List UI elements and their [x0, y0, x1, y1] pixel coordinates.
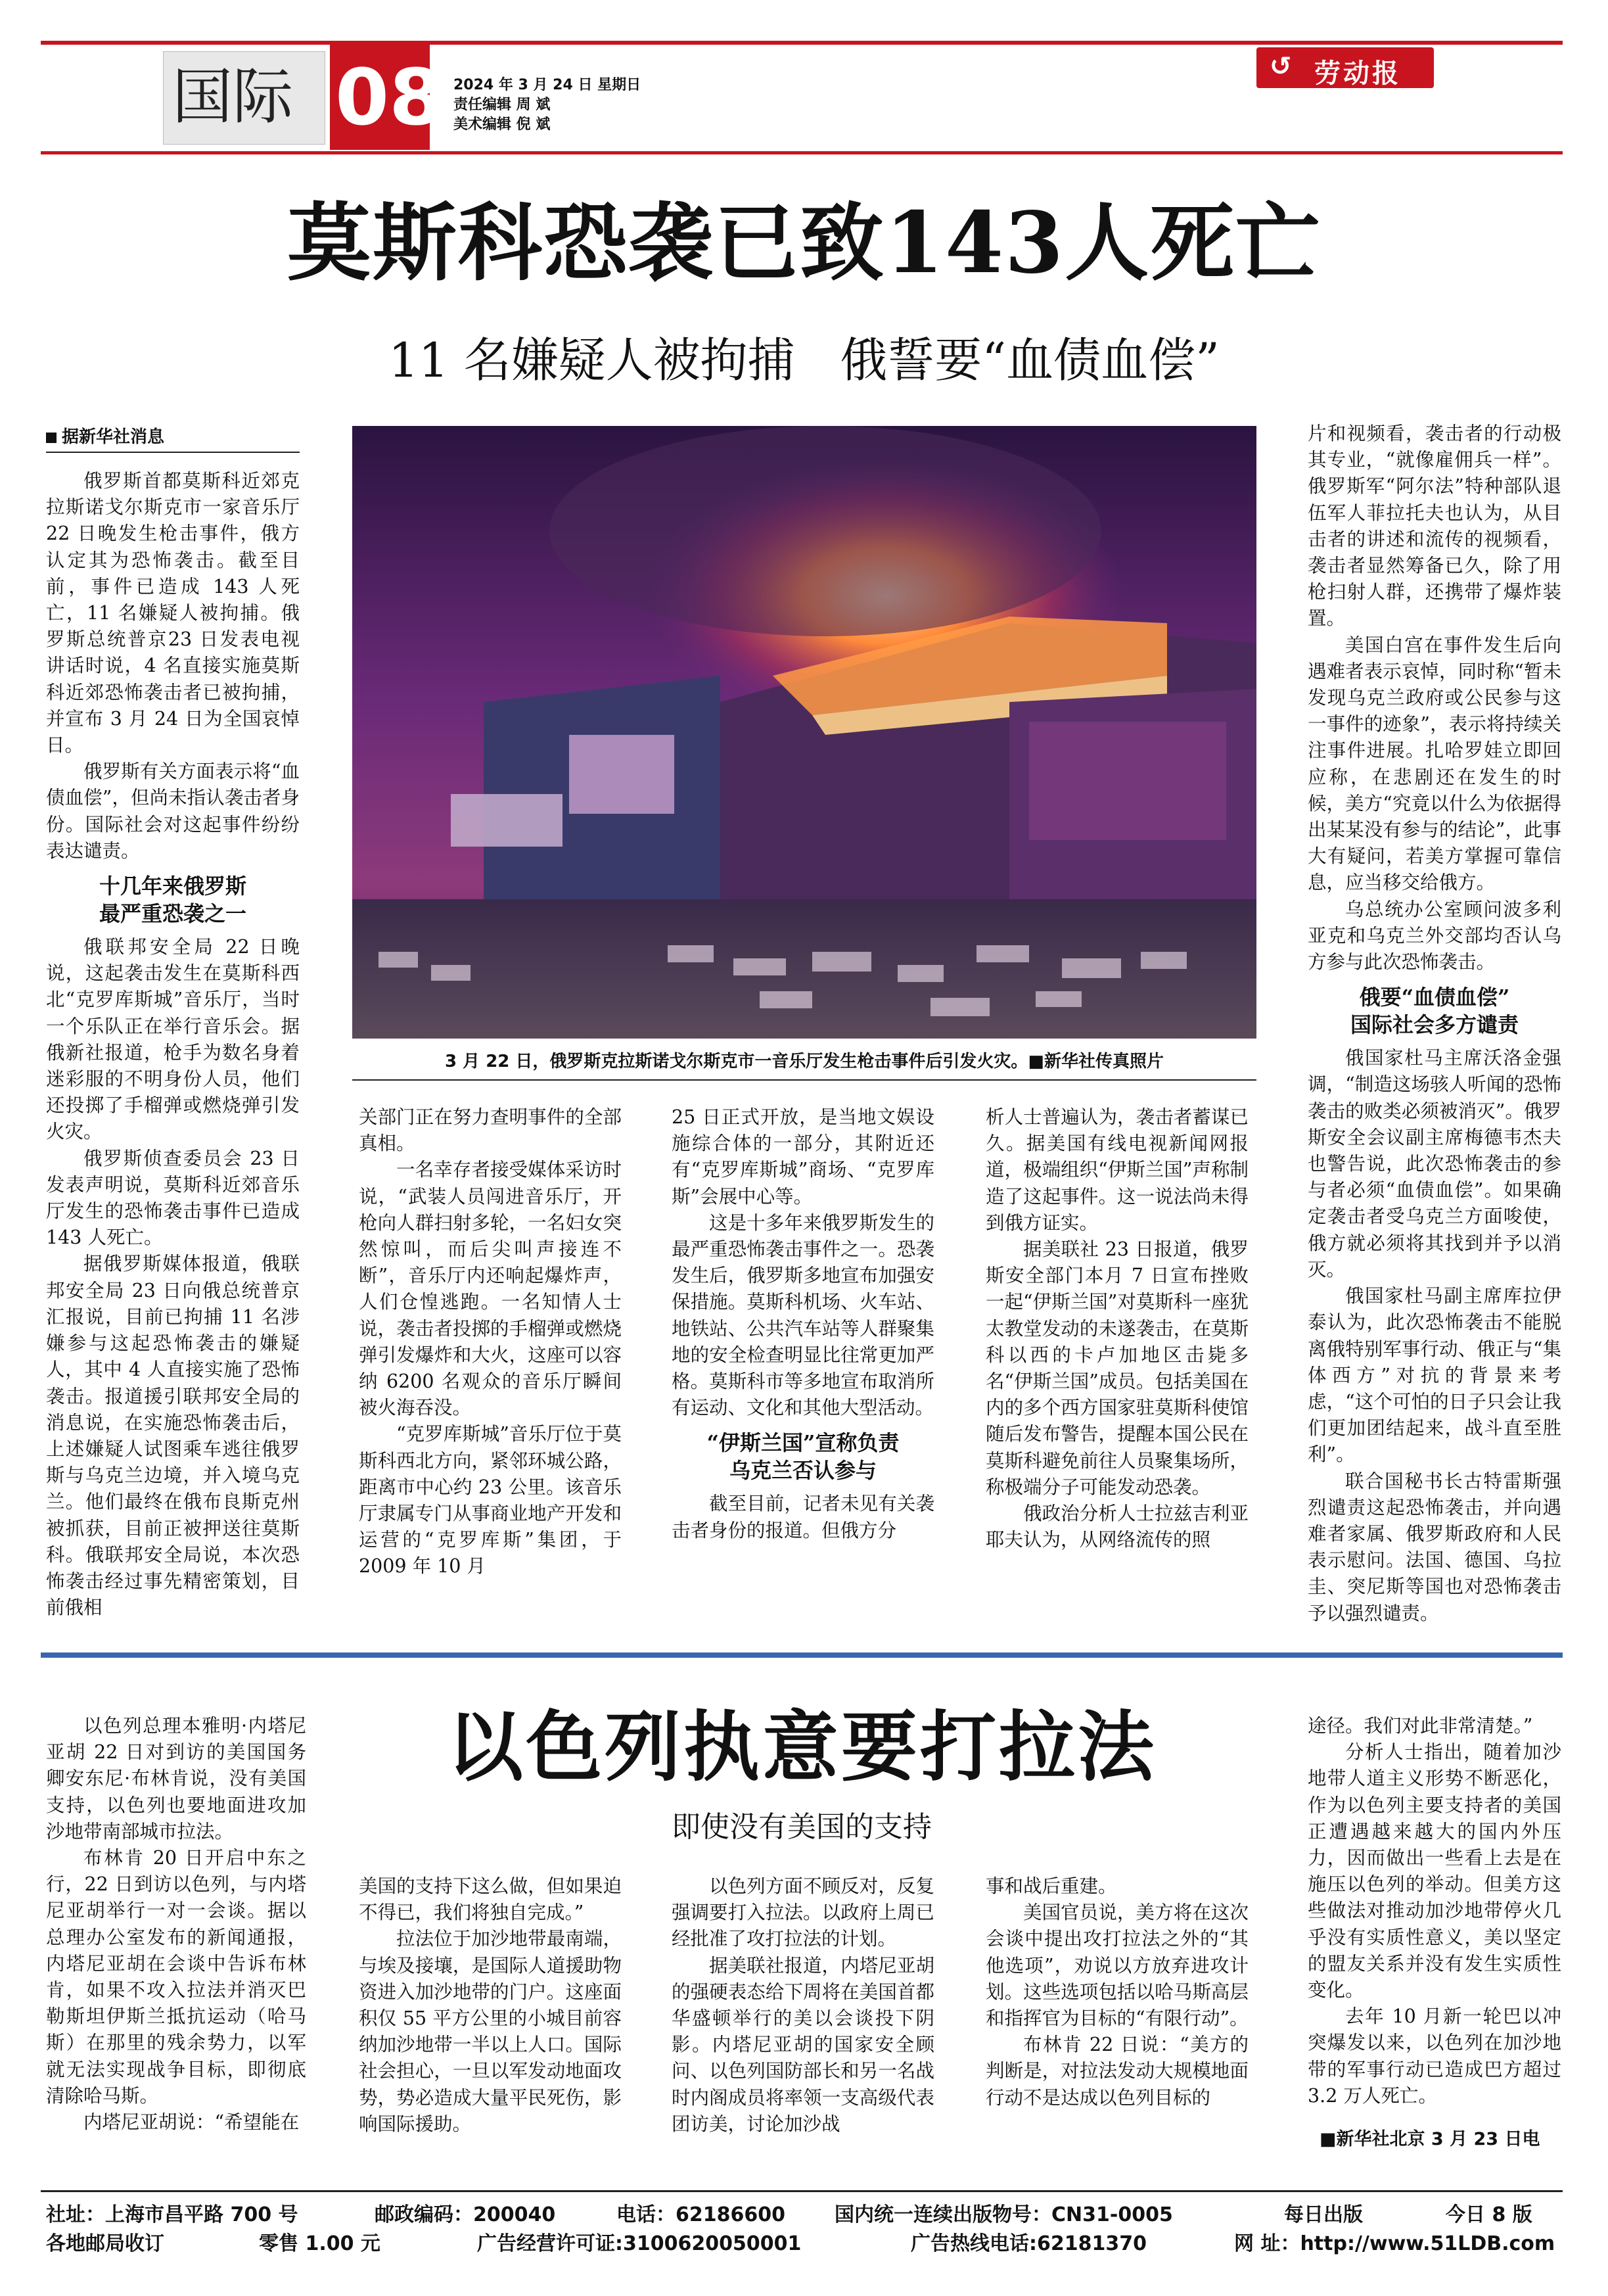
logo-text: 劳动报 — [1314, 58, 1401, 89]
paragraph: 美国的支持下这么做，但如果迫不得已，我们将独自完成。” — [359, 1875, 622, 1924]
paragraph: 美国官员说，美方将在这次会谈中提出攻打拉法之外的“其他选项”，劝说以方放弃进攻计划。这些选项包括以哈马斯高层和指挥官为目标的“有限行动”。 — [986, 1902, 1249, 2030]
paragraph: 俄政治分析人士拉兹吉利亚耶夫认为，从网络流传的照 — [986, 1503, 1249, 1551]
paragraph: 据美联社报道，内塔尼亚胡的强硬表态给下周将在美国首都华盛顿举行的美以会谈投下阴影。内塔尼亚胡的国家安全顾问、以色列国防部长和另一名战时内阁成员将率领一支高级代表团访美，讨论加沙战 — [672, 1954, 934, 2135]
lead-source — [46, 423, 300, 453]
second-source: ■新华社北京 3 月 23 日电 — [1320, 2129, 1540, 2149]
footer-pages: 今日 8 版 — [1446, 2203, 1532, 2226]
top-red-rule-bottom — [41, 151, 1563, 154]
concert-hall-fire-photo — [352, 426, 1256, 1039]
newspaper-logo — [1256, 47, 1434, 88]
second-column-4 — [986, 1873, 1249, 2149]
footer-row-1 — [46, 2198, 1564, 2224]
subhead-line: “伊斯兰国”宣称负责 — [706, 1430, 900, 1456]
subhead-line: 最严重恐袭之一 — [99, 901, 246, 927]
footer-ad-phone: 广告热线电话:62181370 — [911, 2232, 1147, 2255]
footer-subscribe: 各地邮局收订 — [46, 2232, 164, 2255]
subhead-line: 国际社会多方谴责 — [1350, 1012, 1519, 1038]
second-headline: 以色列执意要打拉法 — [447, 1702, 1157, 1792]
date-line: 2024 年 3 月 24 日 星期日 — [453, 77, 641, 93]
lead-column-5 — [1308, 421, 1561, 1624]
lead-subhead-2 — [672, 1429, 934, 1484]
footer-license: 广告经营许可证:3100620050001 — [477, 2232, 802, 2255]
second-column-5 — [1308, 1713, 1561, 2120]
paragraph: 俄罗斯首都莫斯科近郊克拉斯诺戈尔斯克市一家音乐厅22 日晚发生枪击事件，俄方认定其为恐怖袭击。截至目前，事件已造成 143 人死亡，11 名嫌疑人被拘捕。俄罗斯总统普京23 日发表电视讲话时说，4 名直接实施莫斯科近郊恐怖袭击者已被拘捕，并宣布 3 月 24 日为全国哀悼日。 — [46, 470, 300, 757]
lead-column-4 — [986, 1104, 1249, 1604]
paragraph: 据美联社 23 日报道，俄罗斯安全部门本月 7 日宣布挫败一起“伊斯兰国”对莫斯科一座犹太教堂发动的未遂袭击，在莫斯科以西的卡卢加地区击毙多名“伊斯兰国”成员。包括美国在内的多个西方国家驻莫斯科使馆随后发布警告，提醒本国公民在莫斯科避免前往人员聚集场所，称极端分子可能发动恐袭。 — [986, 1238, 1249, 1498]
second-column-2 — [359, 1873, 622, 2149]
paragraph: “克罗库斯城”音乐厅位于莫斯科西北方向，紧邻环城公路，距离市中心约 23 公里。该音乐厅隶属专门从事商业地产开发和运营的“克罗库斯”集团，于 2009 年 10 月 — [359, 1423, 622, 1578]
square-bullet-icon — [46, 433, 57, 443]
footer-postcode: 邮政编码：200040 — [375, 2203, 556, 2226]
paragraph: 拉法位于加沙地带最南端，与埃及接壤，是国际人道援助物资进入加沙地带的门户。这座面积仅 55 平方公里的小城目前容纳加沙地带一半以上人口。国际社会担心，一旦以军发动地面攻势，势必造成大量平民死伤，影响国际援助。 — [359, 1928, 622, 2135]
second-column-3 — [672, 1873, 934, 2149]
lead-headline: 莫斯科恐袭已致143人死亡 — [287, 194, 1321, 293]
lead-column-2 — [359, 1104, 622, 1604]
subhead-line: 十几年来俄罗斯 — [99, 874, 246, 899]
lead-photo — [352, 426, 1256, 1039]
paragraph: 去年 10 月新一轮巴以冲突爆发以来，以色列在加沙地带的军事行动已造成巴方超过 3.2 万人死亡。 — [1308, 2005, 1561, 2107]
paragraph: 以色列总理本雅明·内塔尼亚胡 22 日对到访的美国国务卿安东尼·布林肯说，没有美国支持，以色列也要地面进攻加沙地带南部城市拉法。 — [46, 1715, 306, 1842]
top-red-rule — [41, 41, 1563, 45]
paragraph: 布林肯 22 日说：“美方的判断是，对拉法发动大规模地面行动不是达成以色列目标的 — [986, 2034, 1249, 2109]
paragraph: 联合国秘书长古特雷斯强烈谴责这起恐怖袭击，并向遇难者家属、俄罗斯政府和人民表示慰问。法国、德国、乌拉圭、突尼斯等国也对恐怖袭击予以强烈谴责。 — [1308, 1470, 1561, 1624]
lead-subhead-1 — [46, 872, 300, 927]
footer-daily: 每日出版 — [1284, 2203, 1363, 2226]
caption-rule — [352, 1079, 1256, 1081]
second-subheadline: 即使没有美国的支持 — [672, 1810, 932, 1844]
logo-icon: ↺ — [1270, 51, 1292, 82]
paragraph: 内塔尼亚胡说：“希望能在 — [83, 2111, 300, 2134]
second-column-1 — [46, 1713, 306, 2144]
paragraph: 这是十多年来俄罗斯发生的最严重恐怖袭击事件之一。恐袭发生后，俄罗斯多地宣布加强安保措施。莫斯科机场、火车站、地铁站、公共汽车站等人群聚集地的安全检查明显比往常更加严格。莫斯科市等多地宣布取消所有运动、文化和其他大型活动。 — [672, 1211, 934, 1419]
paragraph: 途径。我们对此非常清楚。” — [1308, 1715, 1533, 1737]
lead-column-3 — [672, 1104, 934, 1604]
subhead-line: 乌克兰否认参与 — [729, 1458, 877, 1484]
paragraph: 乌总统办公室顾问波多利亚克和乌克兰外交部均否认乌方参与此次恐怖袭击。 — [1308, 898, 1561, 973]
footer-address: 社址：上海市昌平路 700 号 — [46, 2203, 298, 2226]
art-editor-line: 美术编辑 倪 斌 — [453, 116, 551, 133]
section-label: 国际 — [172, 62, 294, 132]
paragraph: 关部门正在努力查明事件的全部真相。 — [359, 1106, 622, 1155]
footer-issn: 国内统一连续出版物号：CN31-0005 — [835, 2203, 1173, 2226]
blue-section-divider — [41, 1652, 1563, 1658]
footer-phone: 电话：62186600 — [616, 2203, 785, 2226]
lead-column-1 — [46, 468, 300, 1619]
page-number: 08 — [335, 52, 444, 143]
paragraph: 美国白宫在事件发生后向遇难者表示哀悼，同时称“暂未发现乌克兰政府或公民参与这一事件的迹象”，表示将持续关注事件进展。扎哈罗娃立即回应称，在悲剧还在发生的时候，美方“究竟以什么为依据得出某某没有参与的结论”，此事大有疑问，若美方掌握可靠信息，应当移交给俄方。 — [1308, 634, 1561, 894]
paragraph: 分析人士指出，随着加沙地带人道主义形势不断恶化，作为以色列主要支持者的美国正遭遇越来越大的国内外压力，因而做出一些看上去是在施压以色列的举动。但美方这些做法对推动加沙地带停火几乎没有实质性意义，美以坚定的盟友关系并没有发生实质性变化。 — [1308, 1741, 1561, 2002]
lead-subheadline: 11 名嫌疑人被拘捕 俄誓要“血债血偿” — [388, 333, 1220, 388]
paragraph: 25 日正式开放，是当地文娱设施综合体的一部分，其附近还有“克罗库斯城”商场、“克罗库斯”会展中心等。 — [672, 1106, 934, 1207]
paragraph: 截至目前，记者未见有关袭击者身份的报道。但俄方分 — [672, 1493, 934, 1541]
paragraph: 以色列方面不顾反对，反复强调要打入拉法。以政府上周已经批准了攻打拉法的计划。 — [672, 1875, 934, 1950]
footer-rule — [41, 2190, 1563, 2192]
paragraph: 据俄罗斯媒体报道，俄联邦安全局 23 日向俄总统普京汇报说，目前已拘捕 11 名涉嫌参与这起恐怖袭击的嫌疑人，其中 4 人直接实施了恐怖袭击。报道援引联邦安全局的消息说，在实施恐怖袭击后，上述嫌疑人试图乘车逃往俄罗斯与乌克兰边境，并入境乌克兰。他们最终在俄布良斯克州被抓获，目前正被押送往莫斯科。俄联邦安全局说，本次恐怖袭击经过事先精密策划，目前俄相 — [46, 1253, 300, 1619]
lead-subhead-3 — [1308, 983, 1561, 1039]
lead-source-text: 据新华社消息 — [62, 427, 165, 447]
footer-website[interactable]: 网 址：http://www.51LDB.com — [1234, 2232, 1555, 2255]
photo-caption: 3 月 22 日，俄罗斯克拉斯诺戈尔斯克市一音乐厅发生枪击事件后引发火灾。■新华社传真照片 — [445, 1052, 1164, 1071]
paragraph: 俄罗斯有关方面表示将“血债血偿”，但尚未指认袭击者身份。国际社会对这起事件纷纷表达谴责。 — [46, 761, 300, 862]
paragraph: 俄联邦安全局 22 日晚说，这起袭击发生在莫斯科西北“克罗库斯城”音乐厅，当时一个乐队正在举行音乐会。据俄新社报道，枪手为数名身着迷彩服的不明身份人员，他们还投掷了手榴弹或燃烧弹引发火灾。 — [46, 936, 300, 1143]
paragraph: 事和战后重建。 — [986, 1875, 1117, 1897]
paragraph: 片和视频看，袭击者的行动极其专业，“就像雇佣兵一样”。俄罗斯军“阿尔法”特种部队退伍军人菲拉托夫也认为，从目击者的讲述和流传的视频看，袭击者显然筹备已久，除了用枪扫射人群，还携带了爆炸装置。 — [1308, 423, 1561, 630]
subhead-line: 俄要“血债血偿” — [1359, 985, 1510, 1010]
paragraph: 一名幸存者接受媒体采访时说，“武装人员闯进音乐厅，开枪向人群扫射多轮，一名妇女突然惊叫，而后尖叫声接连不断”，音乐厅内还响起爆炸声，人们仓惶逃跑。一名知情人士说，袭击者投掷的手榴弹或燃烧弹引发爆炸和大火，这座可以容纳 6200 名观众的音乐厅瞬间被火海吞没。 — [359, 1159, 622, 1419]
paragraph: 析人士普遍认为，袭击者蓄谋已久。据美国有线电视新闻网报道，极端组织“伊斯兰国”声称制造了这起事件。这一说法尚未得到俄方证实。 — [986, 1106, 1249, 1234]
footer-price: 零售 1.00 元 — [259, 2232, 380, 2255]
footer-row-2 — [46, 2227, 1564, 2253]
editor-line: 责任编辑 周 斌 — [453, 97, 551, 113]
paragraph: 俄罗斯侦查委员会 23 日发表声明说，莫斯科近郊音乐厅发生的恐怖袭击事件已造成143 人死亡。 — [46, 1147, 300, 1249]
paragraph: 布林肯 20 日开启中东之行，22 日到访以色列，与内塔尼亚胡举行一对一会谈。据以总理办公室发布的新闻通报，内塔尼亚胡在会谈中告诉布林肯，如果不攻入拉法并消灭巴勒斯坦伊斯兰抵抗运动（哈马斯）在那里的残余势力，以军就无法实现战争目标，即彻底清除哈马斯。 — [46, 1847, 306, 2107]
paragraph: 俄国家杜马副主席库拉伊泰认为，此次恐怖袭击不能脱离俄特别军事行动、俄正与“集体西方”对抗的背景来考虑，“这个可怕的日子只会让我们更加团结起来，战斗直至胜利”。 — [1308, 1285, 1561, 1466]
paragraph: 俄国家杜马主席沃洛金强调，“制造这场骇人听闻的恐怖袭击的败类必须被消灭”。俄罗斯安全会议副主席梅德韦杰夫也警告说，此次恐怖袭击的参与者必须“血债血偿”。如果确定袭击者受乌克兰方面唆使，俄方就必须将其找到并予以消灭。 — [1308, 1047, 1561, 1280]
